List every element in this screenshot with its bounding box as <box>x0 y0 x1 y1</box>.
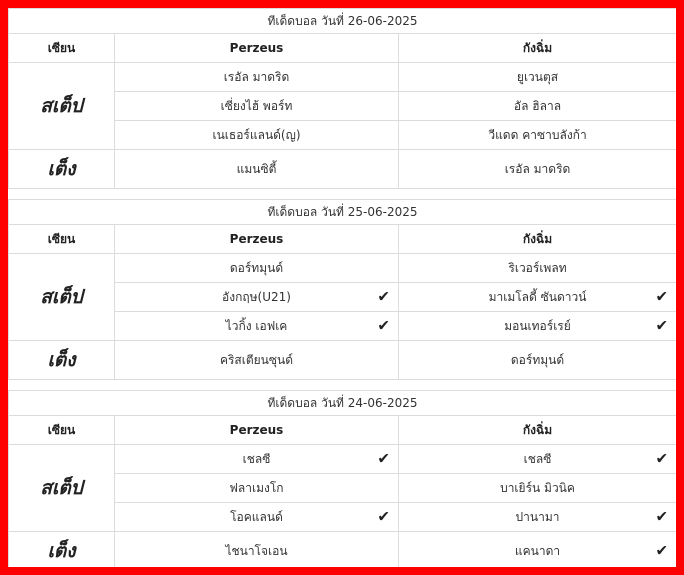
pick-cell <box>399 474 677 503</box>
day-title: ทีเด็ดบอล วันที่ 26-06-2025 <box>9 9 677 34</box>
pick-cell <box>115 121 399 150</box>
pick-cell <box>399 445 677 474</box>
pick-cell <box>115 283 399 312</box>
team-name: ฟลาเมงโก <box>229 480 284 495</box>
pick-cell <box>399 92 677 121</box>
check-icon: ✔ <box>655 287 669 306</box>
day-gap <box>9 189 677 200</box>
team-name: วีแดด คาซาบลังก้า <box>488 127 587 142</box>
teng-row <box>9 341 677 380</box>
day-title: ทีเด็ดบอล วันที่ 25-06-2025 <box>9 200 677 225</box>
check-icon: ✔ <box>655 316 669 335</box>
pick-cell <box>399 341 677 380</box>
date-row <box>9 391 677 416</box>
team-name: บาเยิร์น มิวนิค <box>500 480 575 495</box>
team-name: เรอัล มาดริด <box>223 69 290 84</box>
pick-cell <box>399 283 677 312</box>
date-row <box>9 200 677 225</box>
column-header-row <box>9 416 677 445</box>
header-perzeus: Perzeus <box>115 34 399 63</box>
pick-cell <box>115 312 399 341</box>
teng-label: เต็ง <box>9 341 115 380</box>
team-name: โอคแลนด์ <box>230 509 283 524</box>
step-label: สเต็ป <box>9 63 115 150</box>
column-header-row <box>9 225 677 254</box>
pick-cell <box>115 503 399 532</box>
teng-label: เต็ง <box>9 532 115 568</box>
team-name: เรอัล มาดริด <box>504 161 571 176</box>
team-name: แมนซิตี้ <box>236 161 277 176</box>
step-row <box>9 445 677 474</box>
pick-cell <box>115 341 399 380</box>
team-name: เนเธอร์แลนด์(ญ) <box>212 127 301 142</box>
check-icon: ✔ <box>377 507 390 526</box>
teng-row <box>9 532 677 568</box>
header-perzeus: Perzeus <box>115 416 399 445</box>
header-kangchim: กังฉิ่ม <box>399 34 677 63</box>
column-header-row <box>9 34 677 63</box>
team-name: เชลซี <box>242 451 271 466</box>
team-name: ดอร์ทมุนด์ <box>510 352 565 367</box>
teng-row <box>9 150 677 189</box>
team-name: ไวกิ้ง เอฟเค <box>225 318 288 333</box>
day-title: ทีเด็ดบอล วันที่ 24-06-2025 <box>9 391 677 416</box>
pick-cell <box>115 474 399 503</box>
header-kangchim: กังฉิ่ม <box>399 416 677 445</box>
team-name: ไชนาโจเอน <box>225 543 288 558</box>
team-name: ดอร์ทมุนด์ <box>229 260 284 275</box>
pick-cell <box>115 63 399 92</box>
tips-panel <box>8 8 676 567</box>
pick-cell <box>115 532 399 568</box>
pick-cell <box>115 445 399 474</box>
team-name: คริสเตียนซุนด์ <box>219 352 294 367</box>
check-icon: ✔ <box>377 287 390 306</box>
gap-cell <box>9 380 677 391</box>
check-icon: ✔ <box>655 507 669 526</box>
team-name: ปานามา <box>515 509 560 524</box>
tips-table <box>8 8 676 567</box>
team-name: เซี่ยงไฮ้ พอร์ท <box>220 98 293 113</box>
team-name: เชลซี <box>523 451 552 466</box>
check-icon: ✔ <box>377 449 390 468</box>
check-icon: ✔ <box>377 316 390 335</box>
header-sian: เซียน <box>9 34 115 63</box>
step-label: สเต็ป <box>9 254 115 341</box>
pick-cell <box>399 63 677 92</box>
header-sian: เซียน <box>9 416 115 445</box>
check-icon: ✔ <box>655 449 669 468</box>
pick-cell <box>115 150 399 189</box>
step-label: สเต็ป <box>9 445 115 532</box>
pick-cell <box>399 312 677 341</box>
team-name: ยูเวนตุส <box>516 69 559 84</box>
pick-cell <box>399 503 677 532</box>
team-name: อังกฤษ(U21) <box>222 289 291 304</box>
team-name: อัล ฮิลาล <box>513 98 562 113</box>
check-icon: ✔ <box>655 541 669 560</box>
team-name: แคนาดา <box>514 543 561 558</box>
pick-cell <box>115 92 399 121</box>
pick-cell <box>115 254 399 283</box>
pick-cell <box>399 532 677 568</box>
step-row <box>9 63 677 92</box>
header-perzeus: Perzeus <box>115 225 399 254</box>
pick-cell <box>399 150 677 189</box>
team-name: ริเวอร์เพลท <box>508 260 567 275</box>
pick-cell <box>399 121 677 150</box>
header-sian: เซียน <box>9 225 115 254</box>
day-gap <box>9 380 677 391</box>
teng-label: เต็ง <box>9 150 115 189</box>
date-row <box>9 9 677 34</box>
team-name: มอนเทอร์เรย์ <box>504 318 571 333</box>
pick-cell <box>399 254 677 283</box>
gap-cell <box>9 189 677 200</box>
team-name: มาเมโลดี้ ซันดาวน์ <box>488 289 587 304</box>
step-row <box>9 254 677 283</box>
header-kangchim: กังฉิ่ม <box>399 225 677 254</box>
